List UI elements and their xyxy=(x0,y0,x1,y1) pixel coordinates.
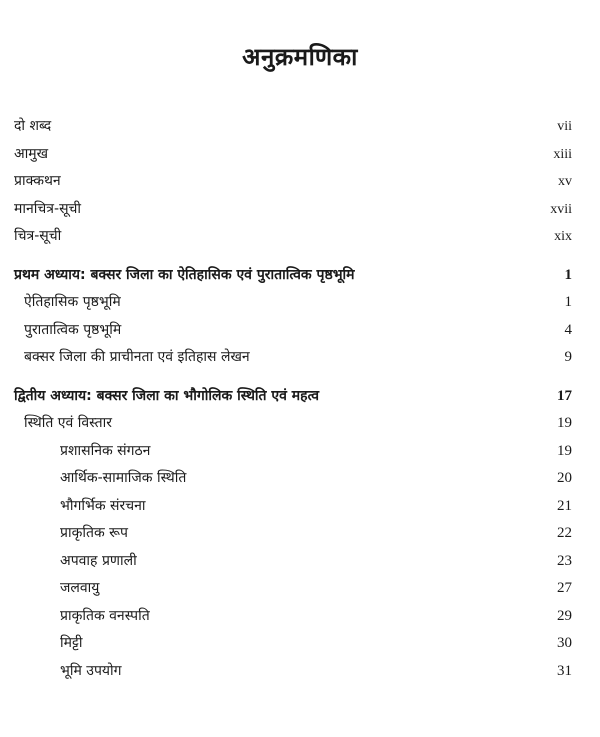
toc-chapter-heading xyxy=(14,265,572,293)
toc-subsection-page: 30 xyxy=(557,635,572,651)
toc-section-page: 1 xyxy=(564,294,572,310)
toc-subsection xyxy=(14,496,572,524)
toc-subsection-page: 20 xyxy=(557,470,572,486)
toc-entry-page: vii xyxy=(557,119,572,134)
toc-subsection-label: भूमि उपयोग xyxy=(60,662,122,679)
toc-section xyxy=(14,413,572,441)
toc-section-page: 19 xyxy=(557,415,572,431)
toc-subsection-label: आर्थिक-सामाजिक स्थिति xyxy=(60,470,187,486)
toc-entry-front xyxy=(14,171,572,199)
toc-section-page: 4 xyxy=(564,321,572,338)
page-title: अनुक्रमणिका xyxy=(242,43,358,71)
toc-section-label: पुरातात्विक पृष्ठभूमि xyxy=(24,321,122,338)
toc-section-label: ऐतिहासिक पृष्ठभूमि xyxy=(24,294,121,310)
toc-subsection-page: 19 xyxy=(557,442,572,459)
toc-subsection xyxy=(14,551,572,579)
toc-chapter-heading xyxy=(14,386,572,414)
toc-entry-page: xix xyxy=(554,229,572,244)
toc-subsection-page: 21 xyxy=(557,497,572,514)
toc-entry-front xyxy=(14,116,572,144)
toc-section xyxy=(14,320,572,348)
toc-subsection-page: 22 xyxy=(557,525,572,541)
toc-section-label: स्थिति एवं विस्तार xyxy=(24,415,112,431)
toc-entry-page: xiii xyxy=(553,146,572,162)
toc-entry-label: आमुख xyxy=(14,145,49,162)
toc-subsection xyxy=(14,606,572,634)
toc-entry-front xyxy=(14,144,572,172)
toc-entry-page: xv xyxy=(558,174,572,189)
toc-subsection xyxy=(14,468,572,496)
toc-subsection-label: प्राकृतिक वनस्पति xyxy=(60,607,150,624)
toc-section xyxy=(14,347,572,375)
toc-subsection-page: 29 xyxy=(557,607,572,624)
toc-subsection-label: मिट्टी xyxy=(60,635,83,651)
toc-subsection xyxy=(14,441,572,469)
toc-subsection-label: भौगर्भिक संरचना xyxy=(60,497,146,514)
table-of-contents xyxy=(14,116,572,688)
toc-subsection-label: जलवायु xyxy=(60,580,100,596)
toc-subsection-page: 31 xyxy=(557,662,572,679)
toc-entry-label: दो शब्द xyxy=(14,118,52,134)
toc-section-label: बक्सर जिला की प्राचीनता एवं इतिहास लेखन xyxy=(24,349,250,365)
toc-entry-label: मानचित्र-सूची xyxy=(14,200,82,217)
toc-subsection-page: 27 xyxy=(557,580,572,596)
toc-chapter-label: द्वितीय अध्याय: बक्सर जिला का भौगोलिक स्थिति एवं महत्व xyxy=(14,387,320,404)
toc-chapter-page: 1 xyxy=(564,266,572,283)
toc-section xyxy=(14,292,572,320)
toc-subsection xyxy=(14,661,572,689)
toc-entry-label: प्राक्कथन xyxy=(14,173,61,189)
toc-chapter-label: प्रथम अध्याय: बक्सर जिला का ऐतिहासिक एवं पुरातात्विक पृष्ठभूमि xyxy=(14,266,355,283)
toc-entry-front xyxy=(14,226,572,254)
toc-subsection-label: प्रशासनिक संगठन xyxy=(60,442,151,459)
toc-entry-page: xvii xyxy=(550,201,572,217)
toc-entry-label: चित्र-सूची xyxy=(14,228,62,244)
toc-subsection xyxy=(14,633,572,661)
toc-subsection-label: प्राकृतिक रूप xyxy=(60,525,128,541)
toc-entry-front xyxy=(14,199,572,227)
toc-subsection-label: अपवाह प्रणाली xyxy=(60,552,137,569)
toc-subsection-page: 23 xyxy=(557,552,572,569)
toc-section-page: 9 xyxy=(564,349,572,365)
toc-subsection xyxy=(14,523,572,551)
toc-subsection xyxy=(14,578,572,606)
toc-chapter-page: 17 xyxy=(557,387,572,404)
